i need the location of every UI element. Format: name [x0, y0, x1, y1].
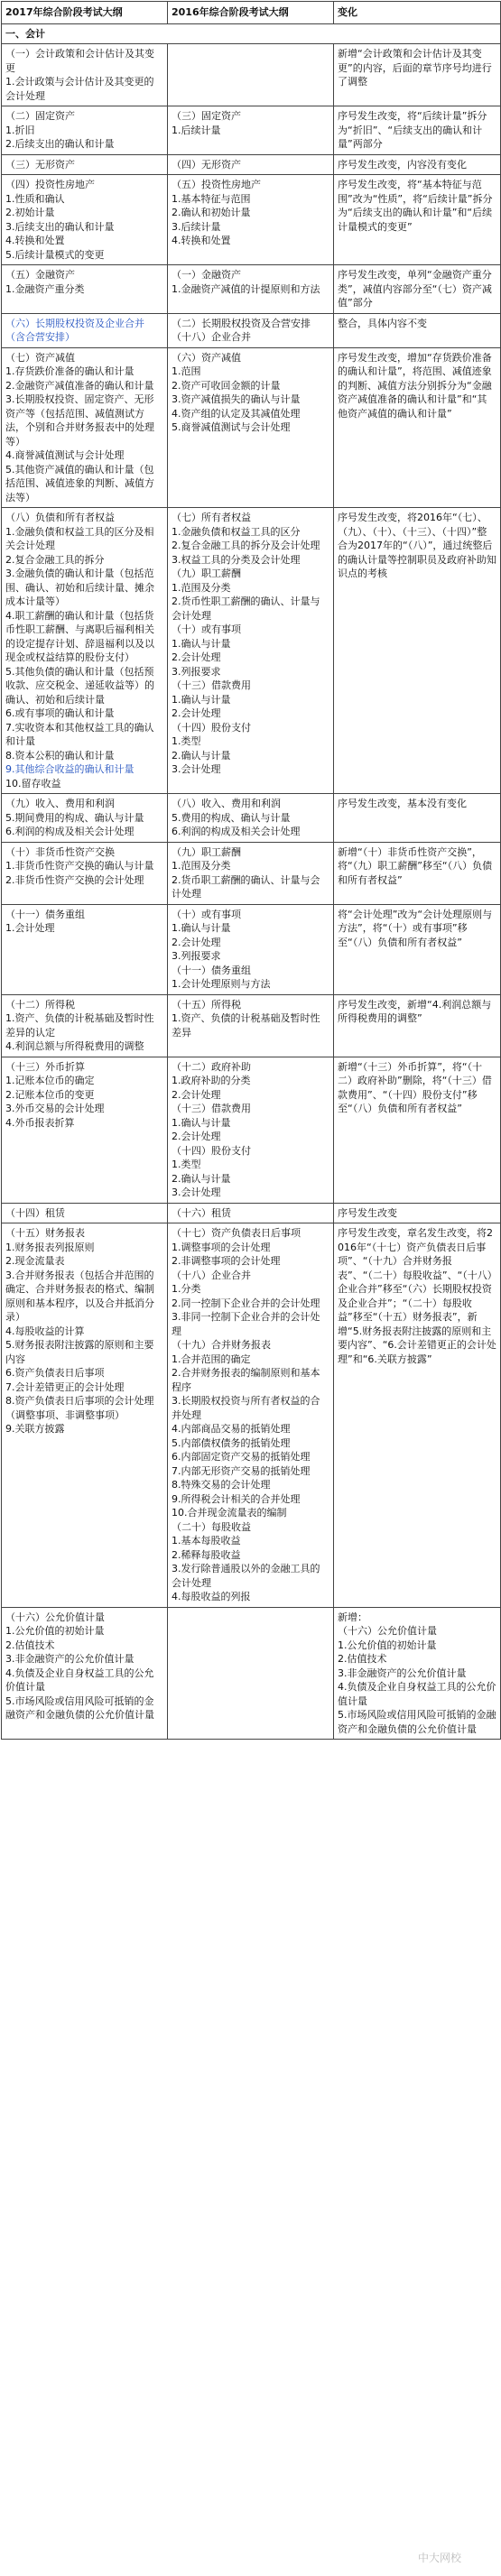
- cell-line: 新增“（十三）外币折算”，将“（十二）政府补助”删除，将“（十三）借款费用”、“（十四）股份支付”移至“（八）负债和所有者权益”: [338, 1060, 492, 1114]
- cell-line: 5.市场风险或信用风险可抵销的金融资产和金融负债的公允价值计量: [338, 1709, 496, 1735]
- cell-line: 1.会计处理: [5, 922, 55, 934]
- cell-2016: [168, 842, 334, 904]
- cell-line: （一）金融资产: [172, 269, 241, 281]
- cell-line: （二）长期股权投资及合营安排: [172, 317, 311, 329]
- cell-line: 2.初始计量: [5, 207, 55, 218]
- cell-line: 1.类型: [172, 1159, 201, 1170]
- cell-2017: [2, 106, 168, 155]
- cell-line: 2.合并财务报表的编制原则和基本程序: [172, 1367, 320, 1393]
- cell-line: （三）固定资产: [172, 110, 241, 122]
- cell-line: 3.长期股权投资与所有者权益的合并处理: [172, 1395, 320, 1421]
- cell-2017: [2, 508, 168, 794]
- cell-line: 2.估值技术: [5, 1639, 55, 1651]
- cell-line: 3.列报要求: [172, 950, 221, 962]
- cell-change: [334, 794, 501, 843]
- cell-line: 1.确认与计量: [172, 693, 231, 706]
- cell-line: 4.职工薪酬的确认和计量（包括货币性职工薪酬、与离职后福利相关的设定提存计划、辞退福利以及以现金或权益结算的股份支付）: [5, 609, 154, 663]
- cell-2016: [168, 508, 334, 794]
- cell-change: [334, 154, 501, 175]
- cell-line: 8.资本公积的确认和计量: [5, 749, 115, 762]
- cell-line: 1.资产、负债的计税基础及暂时性差异的认定: [5, 1012, 154, 1039]
- cell-line: 1.金融负债和权益工具的区分: [172, 525, 301, 538]
- cell-line: 1.确认与计量: [172, 637, 231, 650]
- cell-2017: [2, 313, 168, 347]
- cell-line: 3.发行除普通股以外的金融工具的会计处理: [172, 1563, 320, 1589]
- cell-line: 3.金融负债的确认和计量（包括范围、确认、初始和后续计量、摊余成本计量等）: [5, 568, 154, 607]
- cell-line: 1.公允价值的初始计量: [338, 1639, 437, 1651]
- cell-line: （十三）借款费用: [172, 1103, 251, 1114]
- cell-line: 2.估值技术: [338, 1653, 387, 1665]
- cell-line: 4.负债及企业自身权益工具的公允价值计量: [338, 1681, 496, 1707]
- cell-line: 4.转换和处置: [5, 235, 65, 246]
- cell-line: （五）投资性房地产: [172, 179, 261, 190]
- cell-line: 4.转换和处置: [172, 235, 231, 246]
- cell-line: （十三）外币折算: [5, 1060, 85, 1073]
- cell-line: 新增：: [338, 1611, 367, 1623]
- cell-line: 2.确认与计量: [172, 1172, 231, 1185]
- cell-line: 7.实收资本和其他权益工具的确认和计量: [5, 721, 154, 747]
- cell-line: 1.金融资产减值的计提原则和方法: [172, 282, 320, 295]
- cell-line: 2.会计处理: [172, 651, 221, 663]
- cell-change: [334, 44, 501, 106]
- cell-line: 1.合并范围的确定: [172, 1353, 251, 1365]
- cell-line: 2.记账本位币的变更: [5, 1088, 95, 1101]
- cell-line: 2.资产可收回金额的计量: [172, 379, 281, 392]
- cell-line: 3.长期股权投资、固定资产、无形资产等（包括范围、减值测试方法，个别和合并财务报表中的处理等）: [5, 393, 154, 448]
- header-2017: 2017年综合阶段考试大纲: [2, 2, 168, 24]
- cell-2016: [168, 1203, 334, 1223]
- cell-2017: [2, 904, 168, 994]
- cell-line: （十二）所得税: [5, 998, 75, 1011]
- cell-2016: [168, 106, 334, 155]
- cell-line: 1.政府补助的分类: [172, 1075, 251, 1086]
- cell-2016: [168, 904, 334, 994]
- cell-line: 4.资产组的认定及其减值处理: [172, 407, 301, 420]
- cell-line: （十）非货币性资产交换: [5, 845, 115, 858]
- cell-2016: [168, 1607, 334, 1740]
- cell-line: 8.资产负债表日后事项的会计处理（调整事项、非调整事项）: [5, 1395, 154, 1421]
- cell-line: 2.货币职工薪酬的确认、计量与会计处理: [172, 873, 320, 900]
- cell-line: （八）收入、费用和利润: [172, 798, 281, 809]
- section-title: 一、会计: [2, 23, 501, 44]
- cell-2016: [168, 1057, 334, 1203]
- cell-line: 2.复合金融工具的拆分: [5, 553, 105, 566]
- syllabus-comparison: [1, 1, 500, 1740]
- cell-line: 1.公允价值的初始计量: [5, 1625, 105, 1637]
- cell-line: （十四）股份支付: [172, 1144, 251, 1157]
- cell-line: 5.后续计量模式的变更: [5, 248, 105, 261]
- cell-line: 2.确认与计量: [172, 749, 231, 762]
- cell-line: （十）或有事项: [172, 908, 241, 920]
- cell-2017: [2, 44, 168, 106]
- cell-change: [334, 1057, 501, 1203]
- cell-2016: [168, 44, 334, 106]
- cell-line: 7.内部无形资产交易的抵销处理: [172, 1464, 311, 1477]
- cell-line: （十八）企业合并: [172, 1269, 251, 1281]
- cell-line: 1.会计处理原则与方法: [172, 978, 271, 990]
- cell-line: （一）会计政策和会计估计及其变更: [5, 48, 154, 74]
- cell-line: （十六）租赁: [172, 1206, 231, 1219]
- cell-line: 6.利润的构成及相关会计处理: [172, 826, 301, 837]
- cell-line: 3.后续支出的确认和计量: [5, 220, 115, 233]
- cell-line: 1.调整事项的会计处理: [172, 1241, 271, 1253]
- table-row: [2, 347, 501, 508]
- cell-line: 3.会计处理: [172, 1186, 221, 1198]
- cell-2017: [2, 154, 168, 175]
- cell-line: （六）长期股权投资及企业合并（含合营安排）: [5, 317, 144, 343]
- comparison-table: [1, 1, 501, 1740]
- cell-line: 5.期间费用的构成、确认与计量: [5, 811, 144, 824]
- cell-line: 4.外币报表折算: [5, 1116, 75, 1129]
- cell-line: 4.内部商品交易的抵销处理: [172, 1423, 291, 1435]
- cell-line: 6.利润的构成及相关会计处理: [5, 826, 135, 837]
- header-row: [2, 2, 501, 24]
- cell-change: [334, 313, 501, 347]
- table-row: [2, 794, 501, 843]
- cell-line: 4.每股收益的计算: [5, 1325, 85, 1337]
- cell-2016: [168, 1223, 334, 1608]
- cell-line: 序号发生改变: [338, 1206, 397, 1219]
- cell-line: （十六）公允价值计量: [338, 1625, 437, 1637]
- cell-line: 1.范围: [172, 365, 201, 377]
- cell-line: 5.其他资产减值的确认和计量（包括范围、减值迹象的判断、减值方法等）: [5, 463, 154, 503]
- cell-line: 7.会计差错更正的会计处理: [5, 1380, 125, 1393]
- cell-line: 8.特殊交易的会计处理: [172, 1479, 271, 1491]
- cell-2017: [2, 1203, 168, 1223]
- cell-line: 3.非金融资产的公允价值计量: [338, 1667, 467, 1679]
- cell-2017: [2, 1607, 168, 1740]
- cell-line: （九）收入、费用和利润: [5, 798, 115, 809]
- cell-line: 10.留存收益: [5, 777, 61, 789]
- header-2016: 2016年综合阶段考试大纲: [168, 2, 334, 24]
- cell-2017: [2, 265, 168, 314]
- cell-2017: [2, 1223, 168, 1608]
- cell-2017: [2, 1057, 168, 1203]
- cell-change: [334, 106, 501, 155]
- cell-line: 2.现金流量表: [5, 1255, 65, 1267]
- cell-line: 1.范围及分类: [172, 860, 231, 872]
- cell-line: （八）负债和所有者权益: [5, 512, 115, 523]
- table-row: [2, 904, 501, 994]
- cell-line: （十五）财务报表: [5, 1227, 85, 1239]
- cell-line: （十六）公允价值计量: [5, 1611, 105, 1623]
- table-row: [2, 508, 501, 794]
- cell-change: [334, 265, 501, 314]
- cell-line: （五）金融资产: [5, 269, 75, 281]
- cell-2016: [168, 265, 334, 314]
- cell-line: 序号发生改变，将2016年“（七）、（九）、（十）、（十三）、（十四）”整合为2017年的“（八）”，通过统整后的确认计量等控制职员及政府补助知识点的考核: [338, 512, 496, 579]
- cell-line: 3.非金融资产的公允价值计量: [5, 1653, 135, 1665]
- cell-change: [334, 904, 501, 994]
- cell-line: （十）或有事项: [172, 623, 241, 635]
- watermark-logo: 中大网校: [418, 2552, 462, 2564]
- table-row: [2, 106, 501, 155]
- cell-line: 2.非货币性资产交换的会计处理: [5, 873, 144, 886]
- cell-line: （四）无形资产: [172, 158, 241, 171]
- cell-line: 2.非调整事项的会计处理: [172, 1255, 281, 1267]
- cell-line: （十四）租赁: [5, 1206, 65, 1219]
- cell-line: 新增“（十）非货币性资产交换”，将“（九）职工薪酬”移至“（八）负债和所有者权益”: [338, 845, 493, 886]
- cell-line: 1.折旧: [5, 124, 35, 136]
- cell-line: （十一）债务重组: [172, 964, 251, 976]
- cell-change: [334, 1203, 501, 1223]
- cell-2016: [168, 313, 334, 347]
- cell-2016: [168, 154, 334, 175]
- table-body: [2, 23, 501, 1740]
- cell-line: （九）职工薪酬: [172, 568, 241, 579]
- cell-2017: [2, 347, 168, 508]
- cell-line: 4.商誉减值测试与会计处理: [5, 449, 125, 461]
- cell-line: 6.资产负债表日后事项: [5, 1367, 105, 1379]
- cell-line: 2.金融资产减值准备的确认和计量: [5, 379, 154, 392]
- table-row: [2, 154, 501, 175]
- cell-line: 1.类型: [172, 735, 201, 747]
- cell-line: 6.内部固定资产交易的抵销处理: [172, 1451, 311, 1463]
- cell-line: （十九）合并财务报表: [172, 1339, 271, 1351]
- cell-2017: [2, 175, 168, 265]
- cell-line: 1.资产、负债的计税基础及暂时性差异: [172, 1012, 320, 1039]
- cell-line: （二十）每股收益: [172, 1520, 251, 1533]
- cell-line: 3.合并财务报表（包括合并范围的确定、合并财务报表的格式、编制原则和基本程序，以及合并抵消分录）: [5, 1269, 154, 1323]
- cell-change: [334, 508, 501, 794]
- table-row: [2, 1607, 501, 1740]
- cell-line: 3.列报要求: [172, 665, 221, 678]
- cell-line: （九）职工薪酬: [172, 845, 241, 858]
- cell-line: 1.后续计量: [172, 124, 221, 136]
- cell-line: 序号发生改变，增加“存货跌价准备的确认和计量”，将范围、减值迹象的判断、减值方法分别拆分为“金融资产减值准备的确认和计量”和“其他资产减值的确认和计量”: [338, 351, 492, 420]
- cell-2017: [2, 842, 168, 904]
- cell-line: 4.利润总额与所得税费用的调整: [5, 1040, 144, 1052]
- cell-line: 9.关联方披露: [5, 1423, 65, 1435]
- table-row: [2, 44, 501, 106]
- cell-change: [334, 175, 501, 265]
- cell-line: 5.市场风险或信用风险可抵销的金融资产和金融负债的公允价值计量: [5, 1694, 154, 1721]
- cell-line: 4.负债及企业自身权益工具的公允价值计量: [5, 1667, 154, 1693]
- cell-2017: [2, 994, 168, 1057]
- cell-change: [334, 347, 501, 508]
- section-row: [2, 23, 501, 44]
- cell-change: [334, 1607, 501, 1740]
- cell-line: 2.复合金融工具的拆分及会计处理: [172, 540, 320, 551]
- cell-line: 序号发生改变，章名发生改变，将2016年“（十七）资产负债表日后事项”、“（十九）合并财务报表”、“（二十）每股收益”、“（十八）企业合并”移至“（六）长期股权投资及企业合并”；“（二十）每股收益”移至“（十五）财务报表”，新增“5.财务报表附注披露的原则和主要内容”、“6.会计差错更正的会计处理”和“6.关联方披露”: [338, 1227, 496, 1365]
- cell-line: 1.金融资产重分类: [5, 282, 85, 295]
- cell-line: 5.费用的构成、确认与计量: [172, 811, 291, 824]
- cell-line: （四）投资性房地产: [5, 179, 95, 190]
- cell-line: 1.非货币性资产交换的确认与计量: [5, 860, 154, 872]
- cell-line: 序号发生改变，单列“金融资产重分类”，减值内容部分至“（七）资产减值”部分: [338, 269, 492, 309]
- cell-line: 3.非同一控制下企业合并的会计处理: [172, 1311, 320, 1337]
- cell-line: 序号发生改变，新增“4.利润总额与所得税费用的调整”: [338, 998, 492, 1024]
- cell-line: 将“会计处理”改为“会计处理原则与方法”，将“（十）或有事项”移至“（八）负债和所有者权益”: [338, 908, 493, 948]
- table-row: [2, 175, 501, 265]
- cell-line: （十四）股份支付: [172, 721, 251, 734]
- cell-2017: [2, 794, 168, 843]
- cell-change: [334, 842, 501, 904]
- cell-line: 1.确认与计量: [172, 1116, 231, 1129]
- cell-line: 2.确认和初始计量: [172, 207, 251, 218]
- cell-line: 3.外币交易的会计处理: [5, 1103, 105, 1114]
- cell-line: 3.资产减值损失的确认与计量: [172, 393, 301, 405]
- table-row: [2, 1057, 501, 1203]
- cell-line: 9.其他综合收益的确认和计量: [5, 763, 135, 775]
- cell-line: 5.财务报表附注披露的原则和主要内容: [5, 1339, 154, 1365]
- cell-line: 1.会计政策与会计估计及其变更的会计处理: [5, 76, 154, 102]
- cell-line: 2.会计处理: [172, 936, 221, 948]
- cell-line: （七）所有者权益: [172, 512, 251, 523]
- header-change: 变化: [334, 2, 501, 24]
- cell-line: （十七）资产负债表日后事项: [172, 1227, 301, 1239]
- cell-line: （三）无形资产: [5, 158, 75, 171]
- cell-line: 1.基本特征与范围: [172, 192, 251, 205]
- cell-2016: [168, 794, 334, 843]
- cell-change: [334, 1223, 501, 1608]
- table-row: [2, 1223, 501, 1608]
- cell-line: 序号发生改变，将“基本特征与范围”改为“性质”，将“后续计量”拆分为“后续支出的确认和计量”和“后续计量模式的变更”: [338, 179, 493, 233]
- cell-line: 2.会计处理: [172, 1131, 221, 1142]
- cell-line: （六）资产减值: [172, 351, 241, 364]
- table-row: [2, 1203, 501, 1223]
- cell-line: 2.后续支出的确认和计量: [5, 138, 115, 150]
- cell-line: 1.性质和确认: [5, 192, 65, 205]
- cell-line: （十五）所得税: [172, 998, 241, 1011]
- cell-line: （七）资产减值: [5, 351, 75, 364]
- cell-line: 1.范围及分类: [172, 581, 231, 594]
- cell-line: 2.稀释每股收益: [172, 1548, 241, 1561]
- cell-line: 5.其他负债的确认和计量（包括预收款、应交税金、递延收益等）的确认、初始和后续计量: [5, 665, 154, 706]
- cell-line: 6.或有事项的确认和计量: [5, 707, 115, 719]
- cell-line: 1.财务报表列报原则: [5, 1241, 95, 1253]
- cell-line: （十八）企业合并: [172, 331, 251, 343]
- cell-line: 1.金融负债和权益工具的区分及相关会计处理: [5, 525, 154, 551]
- cell-line: 整合，具体内容不变: [338, 317, 427, 329]
- cell-line: 10.合并现金流量表的编制: [172, 1507, 287, 1519]
- table-row: [2, 994, 501, 1057]
- cell-line: 1.记账本位币的确定: [5, 1075, 95, 1086]
- cell-line: 2.会计处理: [172, 1088, 221, 1101]
- cell-line: 3.会计处理: [172, 763, 221, 775]
- table-row: [2, 842, 501, 904]
- cell-line: 新增“会计政策和会计估计及其变更”的内容，后面的章节序号均进行了调整: [338, 48, 492, 88]
- cell-line: 5.商誉减值测试与会计处理: [172, 421, 291, 433]
- table-row: [2, 265, 501, 314]
- cell-line: 序号发生改变，将“后续计量”拆分为“折旧”、“后续支出的确认和计量”两部分: [338, 110, 487, 150]
- table-row: [2, 313, 501, 347]
- cell-line: 2.货币性职工薪酬的确认、计量与会计处理: [172, 596, 320, 622]
- cell-2016: [168, 347, 334, 508]
- cell-line: 1.分类: [172, 1283, 201, 1295]
- cell-line: （十一）债务重组: [5, 908, 85, 920]
- cell-line: （十三）借款费用: [172, 679, 251, 691]
- cell-line: 2.会计处理: [172, 707, 221, 719]
- cell-line: 3.后续计量: [172, 220, 221, 233]
- cell-line: 2.同一控制下企业合并的会计处理: [172, 1297, 320, 1309]
- cell-2016: [168, 175, 334, 265]
- cell-line: 1.确认与计量: [172, 922, 231, 934]
- cell-line: 3.权益工具的分类及会计处理: [172, 553, 301, 566]
- cell-line: 4.每股收益的列报: [172, 1591, 251, 1602]
- cell-line: 1.存货跌价准备的确认和计量: [5, 365, 135, 377]
- cell-line: （十二）政府补助: [172, 1060, 251, 1073]
- cell-line: （二）固定资产: [5, 110, 75, 122]
- cell-line: 9.所得税会计相关的合并处理: [172, 1492, 301, 1505]
- cell-line: 5.内部债权债务的抵销处理: [172, 1436, 291, 1449]
- cell-change: [334, 994, 501, 1057]
- cell-line: 序号发生改变，基本没有变化: [338, 798, 467, 809]
- cell-line: 1.基本每股收益: [172, 1535, 241, 1547]
- cell-2016: [168, 994, 334, 1057]
- cell-line: 序号发生改变，内容没有变化: [338, 158, 467, 171]
